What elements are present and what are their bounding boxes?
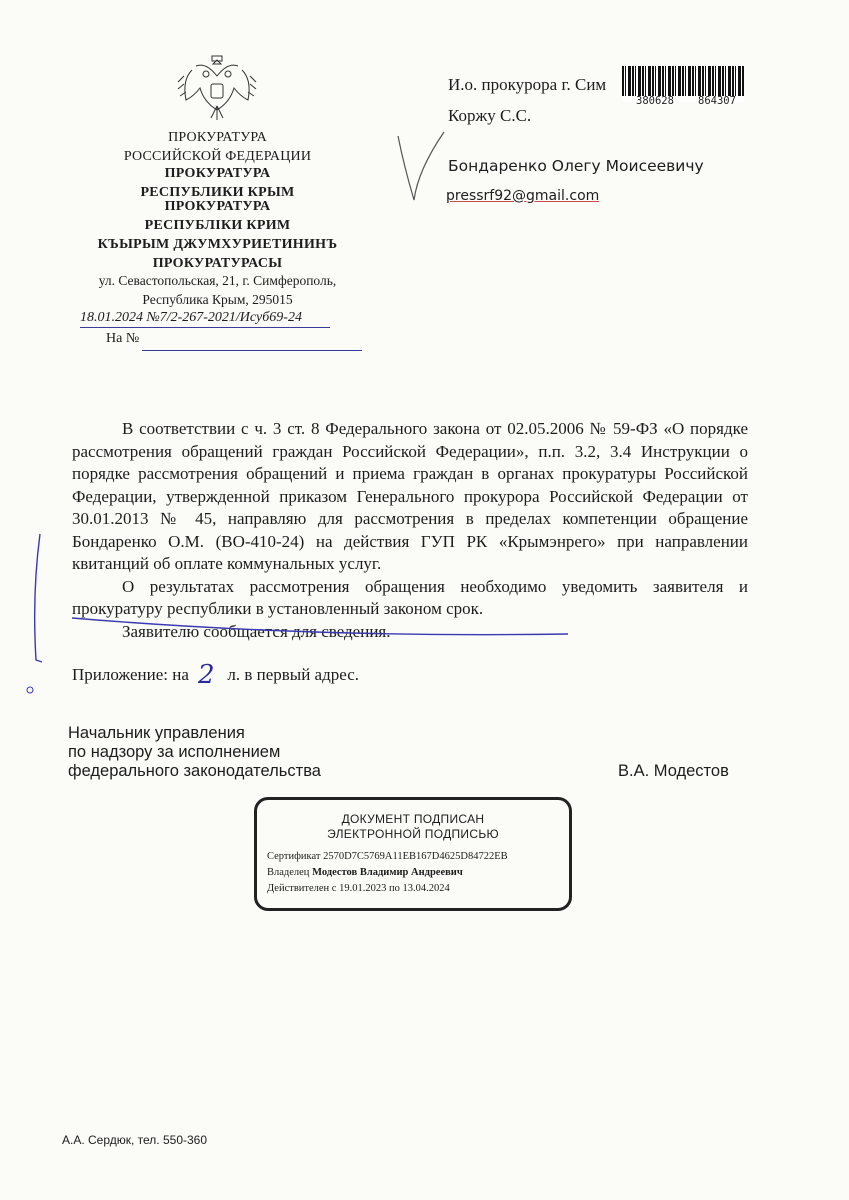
registration-number: 18.01.2024 №7/2-267-2021/Исуб69-24 (80, 310, 302, 325)
address-line: Республика Крым, 295015 (142, 292, 293, 307)
org-line: ПРОКУРАТУРА (164, 166, 271, 181)
body-paragraph: Заявителю сообщается для сведения. (122, 621, 391, 641)
body-paragraph: В соответствии с ч. 3 ст. 8 Федерального закона от 02.05.2006 № 59-ФЗ «О порядке рассмотрения обращений граждан Российской Федерации», п.п. 3.2, 3.4 Инструкции о порядке рассмотрения обращений и приема граждан в органах прокуратуры Российской Федерации, утвержденной приказом Генерального прокурора Российской Федерации от 30.01.2013 № 45, направляю для рассмотрения в пределах компетенции обращение Бондаренко О.М. (ВО-410-24) на действия ГУП РК «Крымэнрего» при направлении квитанций об оплате коммунальных услуг. (72, 419, 748, 573)
signer-position-line: федерального законодательства (68, 762, 321, 780)
registration-underline (80, 327, 330, 328)
handwritten-underline-icon (70, 612, 570, 642)
signer-position-line: Начальник управления (68, 724, 245, 742)
signer-position-line: по надзору за исполнением (68, 743, 281, 761)
stamp-validity (267, 883, 450, 894)
address-line: ул. Севастопольская, 21, г. Симферополь, (98, 273, 337, 288)
valid-to: 13.04.2024 (402, 883, 450, 894)
handwritten-check-icon (396, 128, 446, 208)
owner-label: Владелец (267, 867, 310, 878)
reply-to-underline (142, 350, 362, 351)
org-line: КЪЫРЫМ ДЖУМХУРИЕТИНИНЪ (97, 237, 338, 252)
coat-of-arms-icon (176, 54, 258, 124)
recipient-name: Бондаренко Олегу Моисеевичу (448, 157, 704, 175)
owner-value: Модестов Владимир Андреевич (312, 867, 463, 878)
stamp-certificate (267, 851, 508, 862)
signer-position (68, 724, 321, 781)
reply-to-label: На № (106, 331, 140, 346)
e-signature-stamp (254, 797, 572, 911)
org-name-crimea-ukr (60, 197, 375, 235)
appendix-suffix: л. в первый адрес. (227, 665, 360, 684)
org-line: ПРОКУРАТУРАСЫ (152, 256, 283, 271)
valid-label: Действителен с (267, 883, 337, 894)
stamp-title: ДОКУМЕНТ ПОДПИСАН (341, 812, 485, 826)
org-line: РОССИЙСКОЙ ФЕДЕРАЦИИ (123, 149, 312, 164)
appendix-prefix: Приложение: на (72, 665, 189, 684)
certificate-label: Сертификат (267, 851, 321, 862)
org-address (60, 271, 375, 309)
letter-body (72, 418, 748, 643)
barcode-bars (622, 66, 744, 96)
body-paragraph: О результатах рассмотрения обращения необходимо уведомить заявителя и прокуратуру республики в установленный законом срок. (72, 576, 748, 618)
appendix-line (72, 665, 359, 685)
org-line: ПРОКУРАТУРА (164, 199, 271, 214)
valid-from: 19.01.2023 (339, 883, 387, 894)
org-line: РЕСПУБЛИКИ КРЫМ (140, 185, 295, 200)
addressee-name: Коржу С.С. (448, 106, 532, 125)
valid-to-label: по (388, 883, 400, 894)
org-name-crimea-tatar (60, 235, 375, 273)
signer-name: В.А. Модестов (618, 762, 729, 780)
org-line: ПРОКУРАТУРА (168, 130, 267, 145)
appendix-page-count: 2 (198, 660, 215, 690)
barcode (622, 66, 744, 107)
org-name-russia (60, 128, 375, 166)
addressee-position: И.о. прокурора г. Сим (448, 75, 607, 94)
stamp-owner (267, 867, 463, 878)
certificate-value: 2570D7C5769A11EB167D4625D84722EB (323, 851, 508, 862)
barcode-number: 864307 (698, 95, 736, 107)
recipient-email: pressrf92@gmail.com (446, 188, 600, 204)
barcode-number: 380628 (636, 95, 674, 107)
org-line: РЕСПУБЛІКИ КРИМ (144, 218, 291, 233)
stamp-title: ЭЛЕКТРОННОЙ ПОДПИСЬЮ (327, 827, 499, 841)
executor-contact: А.А. Сердюк, тел. 550-360 (62, 1133, 208, 1147)
